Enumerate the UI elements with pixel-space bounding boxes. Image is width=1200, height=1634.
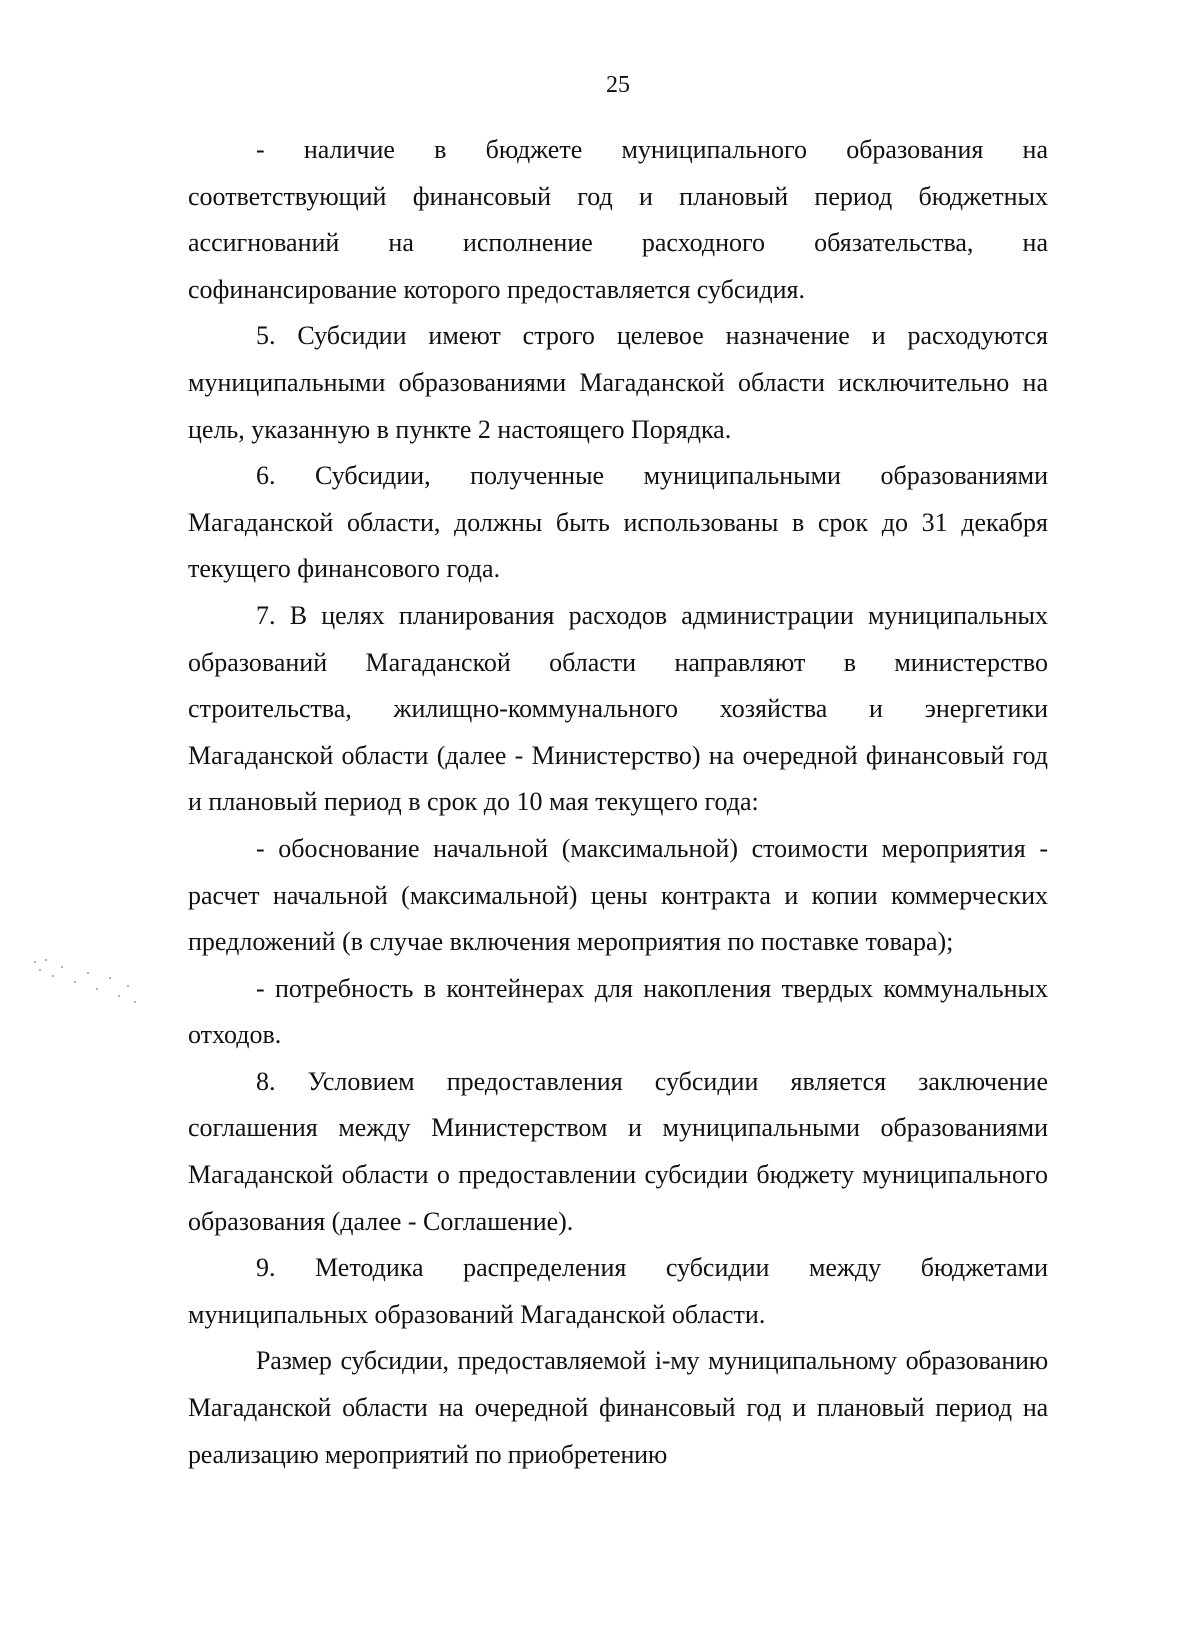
paragraph-subsidy-size: Размер субсидии, предоставляемой i-му муниципальному образованию Магаданской области на очередной финансовый год и плановый период на реализацию мероприятий по приобретению xyxy=(188,1346,1048,1469)
paragraph-5: 5. Субсидии имеют строго целевое назначение и расходуются муниципальными образованиями Магаданской области исключительно на цель, указанную в пункте 2 настоящего Порядка. xyxy=(188,321,1048,444)
paragraph-budget-availability: - наличие в бюджете муниципального образования на соответствующий финансовый год и плановый период бюджетных ассигнований на исполнение расходного обязательства, на софинансирование которого предоставляется субсидия. xyxy=(188,135,1048,304)
page-number: 25 xyxy=(606,72,630,98)
paragraph-7-item-containers: - потребность в контейнерах для накопления твердых коммунальных отходов. xyxy=(188,973,1048,1050)
paragraph-8: 8. Условием предоставления субсидии является заключение соглашения между Министерством и муниципальными образованиями Магаданской области о предоставлении субсидии бюджету муниципального образования (далее - Соглашение). xyxy=(188,1066,1048,1236)
paragraph-9: 9. Методика распределения субсидии между бюджетами муниципальных образований Магаданской области. xyxy=(188,1253,1048,1329)
scan-noise xyxy=(30,955,140,1025)
paragraph-7: 7. В целях планирования расходов администрации муниципальных образований Магаданской области направляют в министерство строительства, жилищно-коммунального хозяйства и энергетики Магаданской области (далее - Министерство) на очередной финансовый год и плановый период в срок до 10 мая текущего года: xyxy=(188,600,1048,817)
paragraph-7-item-cost: - обоснование начальной (максимальной) стоимости мероприятия - расчет начальной (максимальной) цены контракта и копии коммерческих предложений (в случае включения мероприятия по поставке товара); xyxy=(188,833,1048,957)
paragraph-6: 6. Субсидии, полученные муниципальными образованиями Магаданской области, должны быть использованы в срок до 31 декабря текущего финансового года. xyxy=(188,461,1048,584)
document-body xyxy=(188,127,1048,1478)
